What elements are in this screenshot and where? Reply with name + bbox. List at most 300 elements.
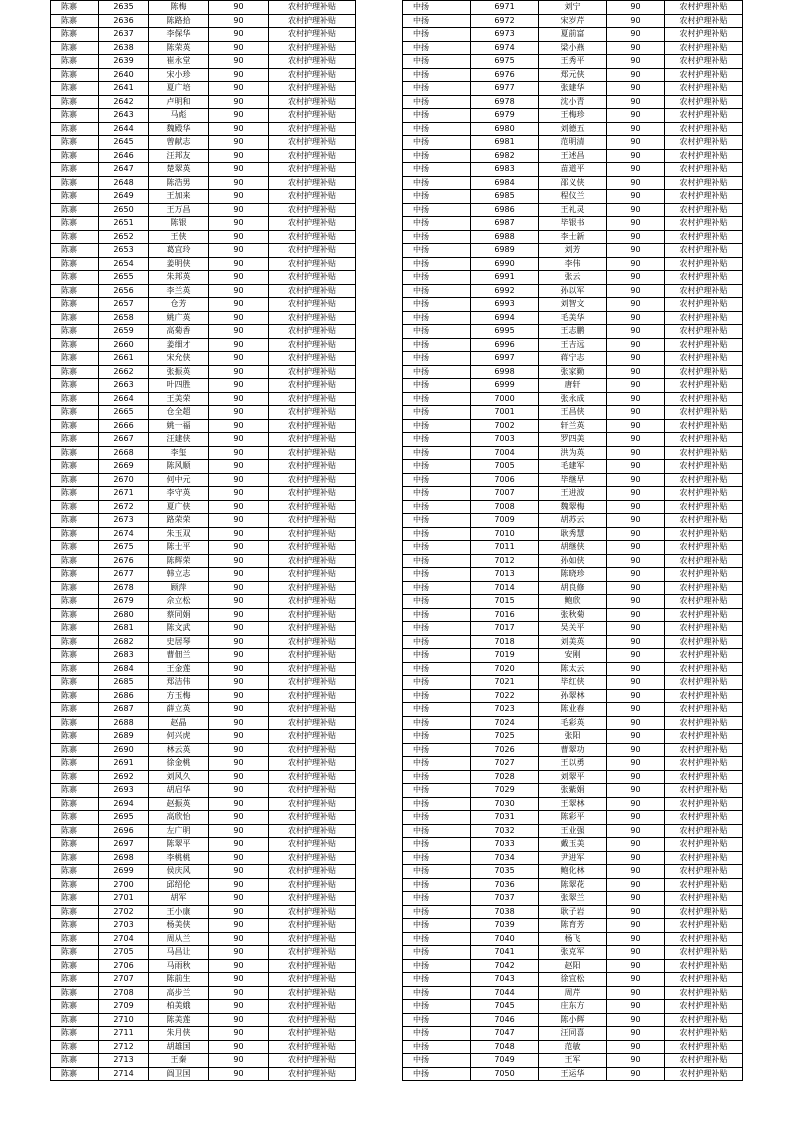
serial-number-cell: 7025 <box>471 730 539 744</box>
subsidy-type-cell: 农村护理补贴 <box>665 257 743 271</box>
table-row <box>51 392 356 406</box>
table-row <box>51 743 356 757</box>
amount-cell: 90 <box>209 757 269 771</box>
name-cell: 仓芳 <box>149 298 209 312</box>
village-cell: 陈寨 <box>51 217 99 231</box>
table-row <box>51 55 356 69</box>
amount-cell: 90 <box>209 527 269 541</box>
amount-cell: 90 <box>209 743 269 757</box>
serial-number-cell: 2668 <box>99 446 149 460</box>
table-row <box>51 325 356 339</box>
village-cell: 陈寨 <box>51 581 99 595</box>
name-cell: 柏美娥 <box>149 1000 209 1014</box>
subsidy-type-cell: 农村护理补贴 <box>269 95 356 109</box>
subsidy-type-cell: 农村护理补贴 <box>665 608 743 622</box>
village-cell: 中扬 <box>403 14 471 28</box>
village-cell: 陈寨 <box>51 352 99 366</box>
amount-cell: 90 <box>607 662 665 676</box>
table-row <box>51 865 356 879</box>
serial-number-cell: 2641 <box>99 82 149 96</box>
serial-number-cell: 2649 <box>99 190 149 204</box>
table-row <box>403 541 743 555</box>
serial-number-cell: 2665 <box>99 406 149 420</box>
subsidy-type-cell: 农村护理补贴 <box>269 838 356 852</box>
subsidy-type-cell: 农村护理补贴 <box>269 1067 356 1081</box>
amount-cell: 90 <box>209 595 269 609</box>
subsidy-type-cell: 农村护理补贴 <box>269 568 356 582</box>
subsidy-type-cell: 农村护理补贴 <box>269 230 356 244</box>
amount-cell: 90 <box>209 338 269 352</box>
table-row <box>51 190 356 204</box>
serial-number-cell: 7043 <box>471 973 539 987</box>
serial-number-cell: 6979 <box>471 109 539 123</box>
village-cell: 中扬 <box>403 446 471 460</box>
amount-cell: 90 <box>209 919 269 933</box>
village-cell: 陈寨 <box>51 797 99 811</box>
table-row <box>403 514 743 528</box>
name-cell: 李桃桃 <box>149 851 209 865</box>
subsidy-type-cell: 农村护理补贴 <box>665 109 743 123</box>
subsidy-type-cell: 农村护理补贴 <box>665 271 743 285</box>
village-cell: 陈寨 <box>51 770 99 784</box>
serial-number-cell: 2673 <box>99 514 149 528</box>
table-row <box>51 554 356 568</box>
name-cell: 王礼灵 <box>539 203 607 217</box>
village-cell: 陈寨 <box>51 244 99 258</box>
village-cell: 中扬 <box>403 784 471 798</box>
village-cell: 陈寨 <box>51 554 99 568</box>
amount-cell: 90 <box>607 392 665 406</box>
serial-number-cell: 2661 <box>99 352 149 366</box>
subsidy-type-cell: 农村护理补贴 <box>269 932 356 946</box>
serial-number-cell: 7011 <box>471 541 539 555</box>
table-row <box>403 487 743 501</box>
subsidy-type-cell: 农村护理补贴 <box>269 1054 356 1068</box>
amount-cell: 90 <box>209 1027 269 1041</box>
village-cell: 中扬 <box>403 473 471 487</box>
subsidy-type-cell: 农村护理补贴 <box>269 878 356 892</box>
serial-number-cell: 2645 <box>99 136 149 150</box>
amount-cell: 90 <box>607 257 665 271</box>
village-cell: 陈寨 <box>51 1 99 15</box>
amount-cell: 90 <box>209 109 269 123</box>
amount-cell: 90 <box>607 946 665 960</box>
amount-cell: 90 <box>209 581 269 595</box>
subsidy-type-cell: 农村护理补贴 <box>269 28 356 42</box>
serial-number-cell: 2660 <box>99 338 149 352</box>
serial-number-cell: 2705 <box>99 946 149 960</box>
serial-number-cell: 2704 <box>99 932 149 946</box>
village-cell: 中扬 <box>403 932 471 946</box>
name-cell: 曾献志 <box>149 136 209 150</box>
serial-number-cell: 2677 <box>99 568 149 582</box>
table-row <box>51 41 356 55</box>
amount-cell: 90 <box>209 473 269 487</box>
amount-cell: 90 <box>607 271 665 285</box>
amount-cell: 90 <box>209 541 269 555</box>
serial-number-cell: 7042 <box>471 959 539 973</box>
serial-number-cell: 7048 <box>471 1040 539 1054</box>
village-cell: 陈寨 <box>51 608 99 622</box>
village-cell: 中扬 <box>403 28 471 42</box>
table-row <box>403 352 743 366</box>
subsidy-type-cell: 农村护理补贴 <box>269 1013 356 1027</box>
subsidy-type-cell: 农村护理补贴 <box>269 473 356 487</box>
right-roster-table <box>402 0 742 1081</box>
table-row <box>403 419 743 433</box>
serial-number-cell: 7031 <box>471 811 539 825</box>
village-cell: 中扬 <box>403 203 471 217</box>
village-cell: 中扬 <box>403 163 471 177</box>
subsidy-type-cell: 农村护理补贴 <box>665 149 743 163</box>
serial-number-cell: 7027 <box>471 757 539 771</box>
amount-cell: 90 <box>607 122 665 136</box>
name-cell: 李守英 <box>149 487 209 501</box>
village-cell: 陈寨 <box>51 595 99 609</box>
serial-number-cell: 7023 <box>471 703 539 717</box>
table-row <box>51 568 356 582</box>
name-cell: 王昌侠 <box>539 406 607 420</box>
subsidy-type-cell: 农村护理补贴 <box>269 730 356 744</box>
table-row <box>403 919 743 933</box>
amount-cell: 90 <box>209 797 269 811</box>
village-cell: 陈寨 <box>51 919 99 933</box>
amount-cell: 90 <box>607 757 665 771</box>
amount-cell: 90 <box>607 217 665 231</box>
amount-cell: 90 <box>607 865 665 879</box>
table-row <box>403 365 743 379</box>
table-row <box>403 1067 743 1081</box>
serial-number-cell: 6996 <box>471 338 539 352</box>
subsidy-type-cell: 农村护理补贴 <box>665 41 743 55</box>
amount-cell: 90 <box>607 649 665 663</box>
amount-cell: 90 <box>209 230 269 244</box>
serial-number-cell: 7035 <box>471 865 539 879</box>
subsidy-type-cell: 农村护理补贴 <box>269 82 356 96</box>
village-cell: 中扬 <box>403 109 471 123</box>
table-row <box>403 190 743 204</box>
serial-number-cell: 6981 <box>471 136 539 150</box>
subsidy-type-cell: 农村护理补贴 <box>665 365 743 379</box>
amount-cell: 90 <box>607 784 665 798</box>
name-cell: 周芹 <box>539 986 607 1000</box>
table-row <box>403 338 743 352</box>
amount-cell: 90 <box>209 622 269 636</box>
amount-cell: 90 <box>209 689 269 703</box>
serial-number-cell: 2674 <box>99 527 149 541</box>
name-cell: 周从兰 <box>149 932 209 946</box>
subsidy-type-cell: 农村护理补贴 <box>665 905 743 919</box>
amount-cell: 90 <box>607 1067 665 1081</box>
amount-cell: 90 <box>607 325 665 339</box>
village-cell: 中扬 <box>403 325 471 339</box>
amount-cell: 90 <box>209 68 269 82</box>
name-cell: 罗四美 <box>539 433 607 447</box>
subsidy-type-cell: 农村护理补贴 <box>665 703 743 717</box>
serial-number-cell: 6988 <box>471 230 539 244</box>
amount-cell: 90 <box>607 365 665 379</box>
table-row <box>403 973 743 987</box>
table-row <box>51 1027 356 1041</box>
table-row <box>403 1000 743 1014</box>
amount-cell: 90 <box>209 433 269 447</box>
name-cell: 夏广侠 <box>149 500 209 514</box>
subsidy-type-cell: 农村护理补贴 <box>269 14 356 28</box>
subsidy-type-cell: 农村护理补贴 <box>269 811 356 825</box>
table-row <box>403 622 743 636</box>
village-cell: 中扬 <box>403 1054 471 1068</box>
table-row <box>403 95 743 109</box>
serial-number-cell: 7038 <box>471 905 539 919</box>
name-cell: 魏翠梅 <box>539 500 607 514</box>
serial-number-cell: 2658 <box>99 311 149 325</box>
amount-cell: 90 <box>209 824 269 838</box>
amount-cell: 90 <box>607 149 665 163</box>
table-row <box>403 851 743 865</box>
name-cell: 夏广培 <box>149 82 209 96</box>
serial-number-cell: 2654 <box>99 257 149 271</box>
table-row <box>51 163 356 177</box>
amount-cell: 90 <box>607 905 665 919</box>
village-cell: 陈寨 <box>51 959 99 973</box>
name-cell: 方玉梅 <box>149 689 209 703</box>
table-row <box>403 1 743 15</box>
serial-number-cell: 7005 <box>471 460 539 474</box>
name-cell: 王侠 <box>149 230 209 244</box>
amount-cell: 90 <box>607 433 665 447</box>
village-cell: 陈寨 <box>51 1027 99 1041</box>
amount-cell: 90 <box>607 541 665 555</box>
subsidy-type-cell: 农村护理补贴 <box>665 1 743 15</box>
village-cell: 陈寨 <box>51 176 99 190</box>
serial-number-cell: 2683 <box>99 649 149 663</box>
subsidy-type-cell: 农村护理补贴 <box>665 311 743 325</box>
serial-number-cell: 6972 <box>471 14 539 28</box>
amount-cell: 90 <box>209 352 269 366</box>
village-cell: 中扬 <box>403 919 471 933</box>
table-row <box>403 136 743 150</box>
amount-cell: 90 <box>607 311 665 325</box>
amount-cell: 90 <box>209 14 269 28</box>
amount-cell: 90 <box>607 676 665 690</box>
subsidy-type-cell: 农村护理补贴 <box>665 824 743 838</box>
serial-number-cell: 7049 <box>471 1054 539 1068</box>
amount-cell: 90 <box>607 1013 665 1027</box>
serial-number-cell: 2669 <box>99 460 149 474</box>
amount-cell: 90 <box>607 595 665 609</box>
table-row <box>403 676 743 690</box>
name-cell: 马昌让 <box>149 946 209 960</box>
name-cell: 马彪 <box>149 109 209 123</box>
name-cell: 毛建军 <box>539 460 607 474</box>
amount-cell: 90 <box>209 986 269 1000</box>
name-cell: 仓全超 <box>149 406 209 420</box>
subsidy-type-cell: 农村护理补贴 <box>269 487 356 501</box>
name-cell: 胡军 <box>149 892 209 906</box>
name-cell: 毕红侠 <box>539 676 607 690</box>
table-row <box>403 878 743 892</box>
serial-number-cell: 7021 <box>471 676 539 690</box>
table-row <box>51 811 356 825</box>
serial-number-cell: 7001 <box>471 406 539 420</box>
serial-number-cell: 6993 <box>471 298 539 312</box>
table-row <box>403 892 743 906</box>
amount-cell: 90 <box>209 311 269 325</box>
amount-cell: 90 <box>209 1040 269 1054</box>
village-cell: 陈寨 <box>51 905 99 919</box>
subsidy-type-cell: 农村护理补贴 <box>269 284 356 298</box>
table-row <box>51 298 356 312</box>
amount-cell: 90 <box>209 703 269 717</box>
serial-number-cell: 2678 <box>99 581 149 595</box>
name-cell: 轩兰英 <box>539 419 607 433</box>
serial-number-cell: 2675 <box>99 541 149 555</box>
subsidy-type-cell: 农村护理补贴 <box>269 352 356 366</box>
village-cell: 中扬 <box>403 55 471 69</box>
serial-number-cell: 6975 <box>471 55 539 69</box>
table-row <box>51 1067 356 1081</box>
name-cell: 薛立英 <box>149 703 209 717</box>
table-row <box>403 1027 743 1041</box>
serial-number-cell: 2689 <box>99 730 149 744</box>
name-cell: 宋允侠 <box>149 352 209 366</box>
serial-number-cell: 6978 <box>471 95 539 109</box>
serial-number-cell: 2702 <box>99 905 149 919</box>
name-cell: 毛美华 <box>539 311 607 325</box>
table-row <box>51 406 356 420</box>
amount-cell: 90 <box>607 487 665 501</box>
village-cell: 陈寨 <box>51 676 99 690</box>
amount-cell: 90 <box>209 649 269 663</box>
amount-cell: 90 <box>607 527 665 541</box>
village-cell: 陈寨 <box>51 811 99 825</box>
village-cell: 陈寨 <box>51 500 99 514</box>
village-cell: 中扬 <box>403 230 471 244</box>
amount-cell: 90 <box>209 406 269 420</box>
village-cell: 陈寨 <box>51 365 99 379</box>
amount-cell: 90 <box>607 824 665 838</box>
subsidy-type-cell: 农村护理补贴 <box>269 325 356 339</box>
amount-cell: 90 <box>607 635 665 649</box>
name-cell: 王吉远 <box>539 338 607 352</box>
subsidy-type-cell: 农村护理补贴 <box>269 271 356 285</box>
name-cell: 赵振英 <box>149 797 209 811</box>
village-cell: 中扬 <box>403 811 471 825</box>
serial-number-cell: 2688 <box>99 716 149 730</box>
serial-number-cell: 2698 <box>99 851 149 865</box>
village-cell: 中扬 <box>403 406 471 420</box>
subsidy-type-cell: 农村护理补贴 <box>665 851 743 865</box>
name-cell: 徐宜松 <box>539 973 607 987</box>
table-row <box>51 973 356 987</box>
amount-cell: 90 <box>209 959 269 973</box>
table-row <box>51 122 356 136</box>
subsidy-type-cell: 农村护理补贴 <box>269 298 356 312</box>
village-cell: 陈寨 <box>51 419 99 433</box>
name-cell: 耿子岩 <box>539 905 607 919</box>
serial-number-cell: 7008 <box>471 500 539 514</box>
village-cell: 中扬 <box>403 352 471 366</box>
table-row <box>403 838 743 852</box>
name-cell: 卢明和 <box>149 95 209 109</box>
village-cell: 中扬 <box>403 1013 471 1027</box>
village-cell: 中扬 <box>403 176 471 190</box>
serial-number-cell: 7017 <box>471 622 539 636</box>
serial-number-cell: 2682 <box>99 635 149 649</box>
amount-cell: 90 <box>607 230 665 244</box>
table-row <box>51 932 356 946</box>
serial-number-cell: 2638 <box>99 41 149 55</box>
serial-number-cell: 7034 <box>471 851 539 865</box>
village-cell: 中扬 <box>403 622 471 636</box>
table-row <box>403 608 743 622</box>
serial-number-cell: 7004 <box>471 446 539 460</box>
amount-cell: 90 <box>607 379 665 393</box>
amount-cell: 90 <box>607 352 665 366</box>
name-cell: 王加来 <box>149 190 209 204</box>
table-row <box>51 284 356 298</box>
village-cell: 中扬 <box>403 946 471 960</box>
amount-cell: 90 <box>607 1040 665 1054</box>
amount-cell: 90 <box>607 932 665 946</box>
name-cell: 陈晓珍 <box>539 568 607 582</box>
serial-number-cell: 2690 <box>99 743 149 757</box>
serial-number-cell: 2639 <box>99 55 149 69</box>
amount-cell: 90 <box>209 28 269 42</box>
village-cell: 陈寨 <box>51 932 99 946</box>
table-row <box>403 595 743 609</box>
amount-cell: 90 <box>209 244 269 258</box>
name-cell: 胡良修 <box>539 581 607 595</box>
name-cell: 王美荣 <box>149 392 209 406</box>
amount-cell: 90 <box>209 446 269 460</box>
subsidy-type-cell: 农村护理补贴 <box>665 649 743 663</box>
amount-cell: 90 <box>607 892 665 906</box>
subsidy-type-cell: 农村护理补贴 <box>269 419 356 433</box>
village-cell: 陈寨 <box>51 311 99 325</box>
name-cell: 陈银 <box>149 217 209 231</box>
village-cell: 陈寨 <box>51 541 99 555</box>
table-row <box>403 946 743 960</box>
serial-number-cell: 7032 <box>471 824 539 838</box>
serial-number-cell: 2656 <box>99 284 149 298</box>
amount-cell: 90 <box>607 716 665 730</box>
village-cell: 陈寨 <box>51 28 99 42</box>
village-cell: 中扬 <box>403 838 471 852</box>
name-cell: 王进波 <box>539 487 607 501</box>
name-cell: 陈小辉 <box>539 1013 607 1027</box>
table-row <box>403 163 743 177</box>
name-cell: 何中元 <box>149 473 209 487</box>
subsidy-type-cell: 农村护理补贴 <box>665 500 743 514</box>
name-cell: 王梅珍 <box>539 109 607 123</box>
table-row <box>51 203 356 217</box>
village-cell: 中扬 <box>403 608 471 622</box>
serial-number-cell: 6971 <box>471 1 539 15</box>
amount-cell: 90 <box>607 811 665 825</box>
subsidy-type-cell: 农村护理补贴 <box>665 581 743 595</box>
name-cell: 杨美侠 <box>149 919 209 933</box>
village-cell: 陈寨 <box>51 703 99 717</box>
table-row <box>51 622 356 636</box>
subsidy-type-cell: 农村护理补贴 <box>665 325 743 339</box>
village-cell: 陈寨 <box>51 487 99 501</box>
name-cell: 宋岁芹 <box>539 14 607 28</box>
name-cell: 李保华 <box>149 28 209 42</box>
table-row <box>403 109 743 123</box>
village-cell: 陈寨 <box>51 406 99 420</box>
subsidy-type-cell: 农村护理补贴 <box>665 352 743 366</box>
